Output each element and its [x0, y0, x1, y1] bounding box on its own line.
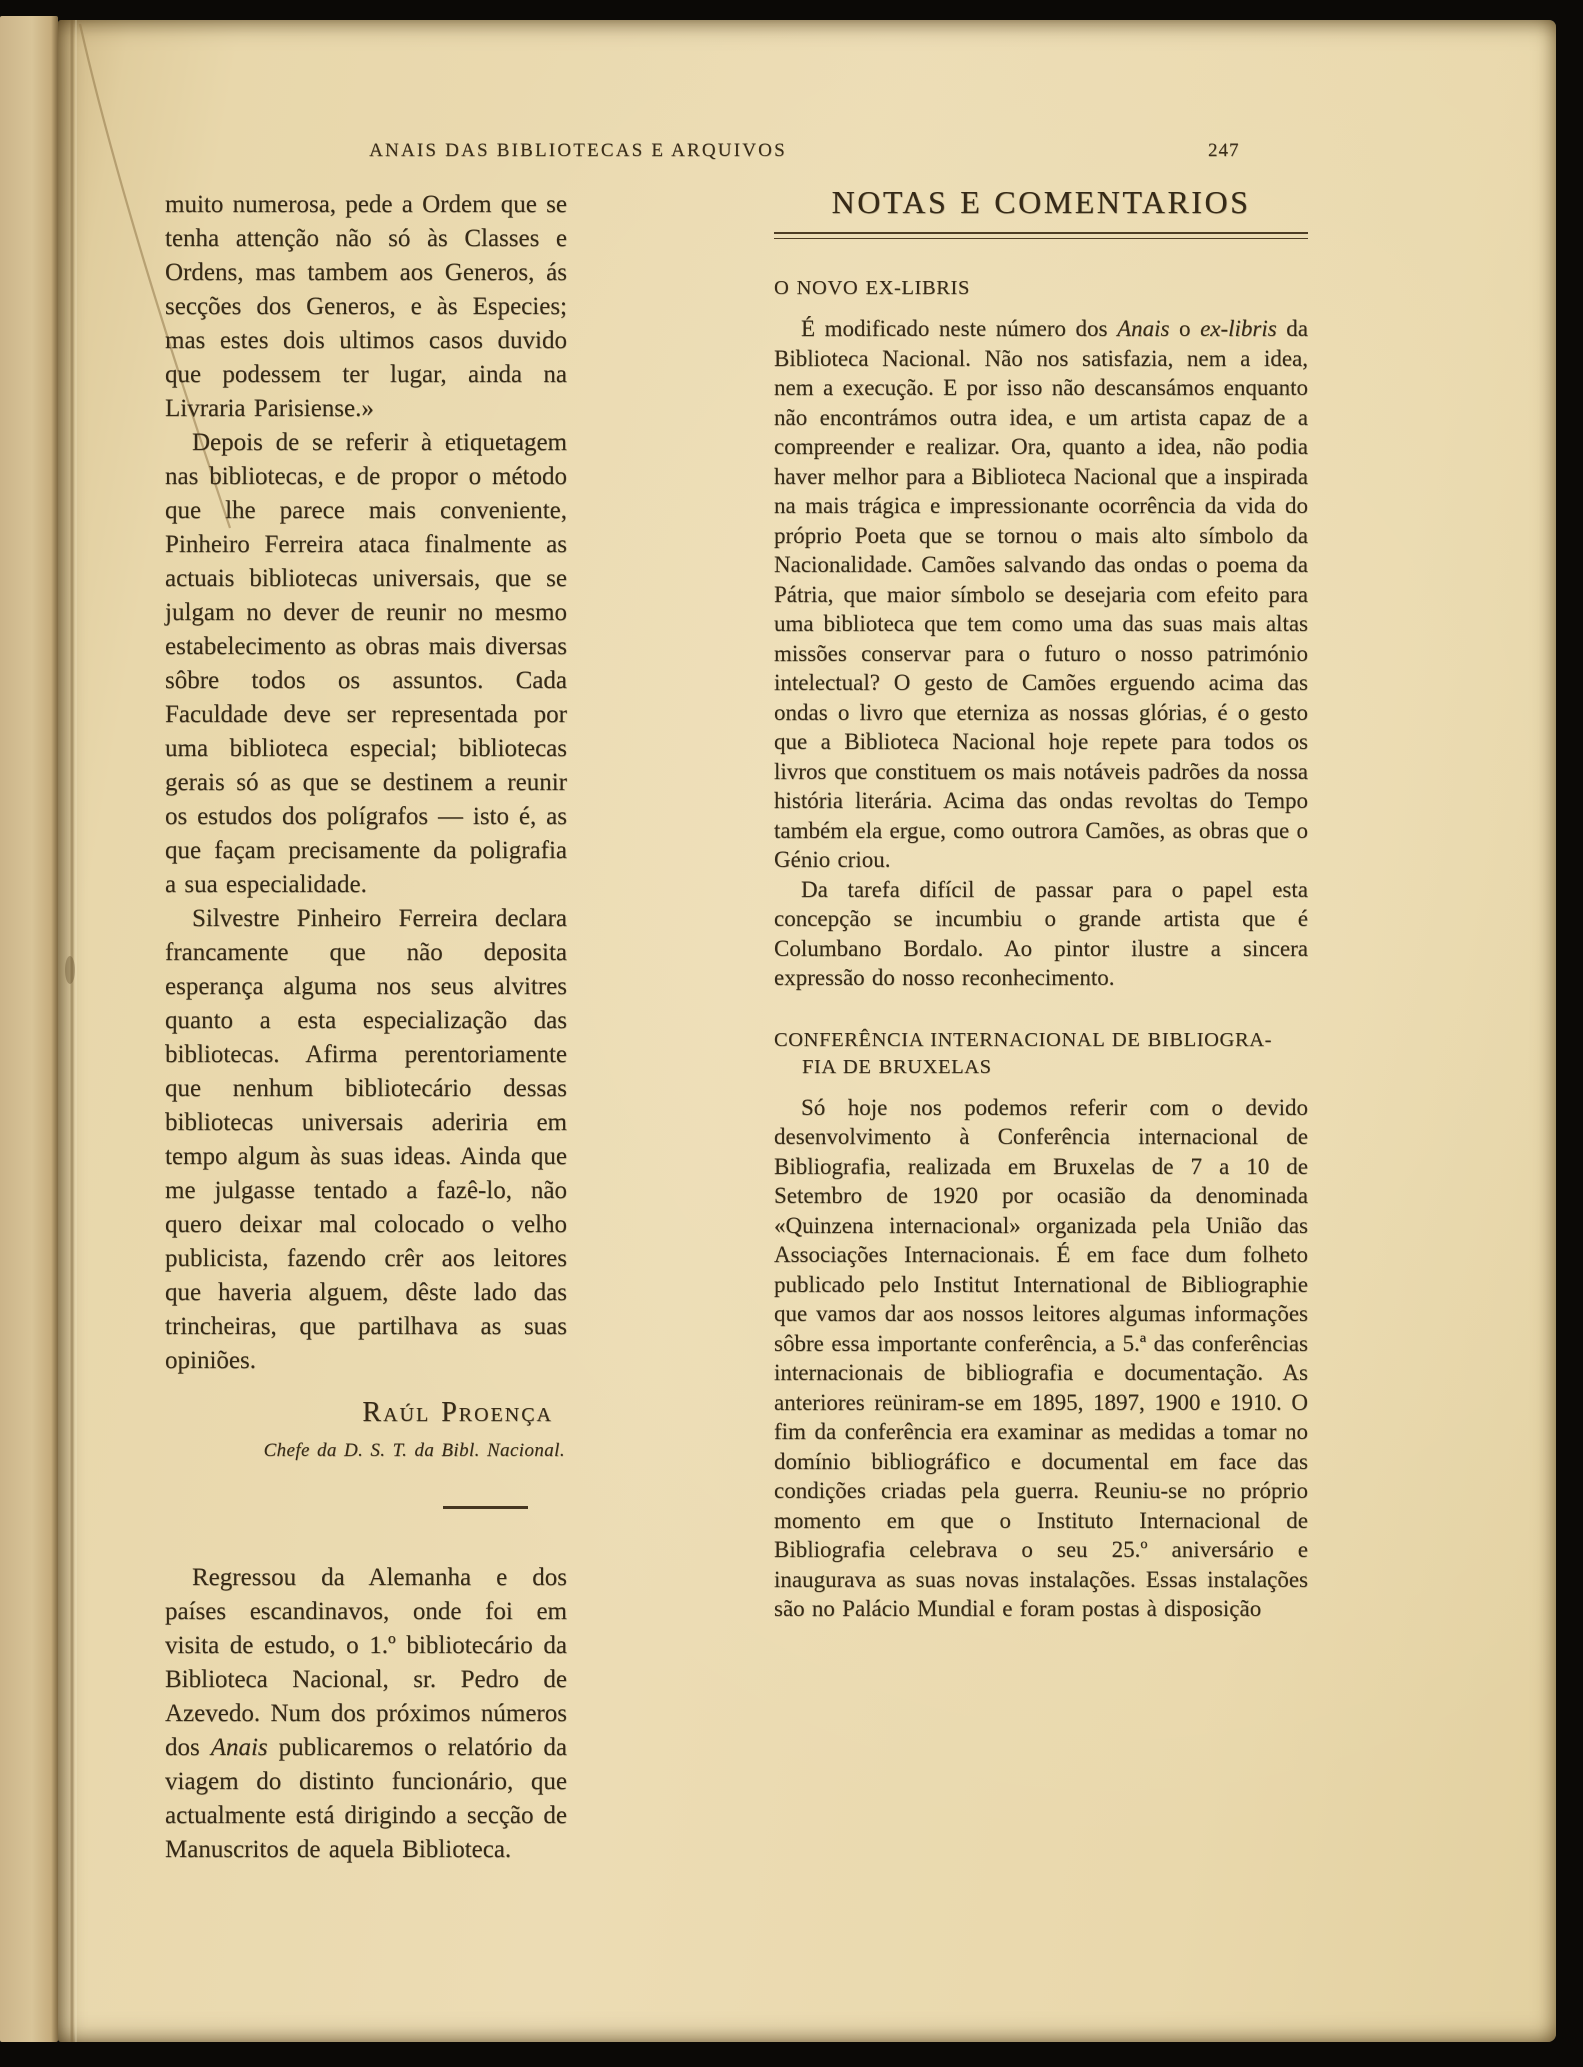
italic-text-run: Anais [210, 1734, 268, 1761]
title-rule [774, 232, 1308, 239]
text-run: o [1169, 316, 1201, 341]
heading-line: FIA DE BRUXELAS [802, 1055, 992, 1078]
paragraph [774, 875, 1308, 993]
text-run: da Biblioteca Nacional. Não nos satisfazia, nem a idea, nem a execução. E por isso não descansámos enquanto não encontrámos outra idea, e um artista capaz de a compreender e realizar. Ora, quanto a idea, não podia haver melhor para a Biblioteca Nacional que a inspirada na mais trágica e impressionante ocorrência da vida do próprio Poeta que se tornou o mais alto símbolo da Nacionalidade. Camões salvando das ondas o poema da Pátria, que maior símbolo se desejaria com efeito para uma biblioteca que tem como uma das suas mais altas missões conservar para o futuro o nosso património intelectual? O gesto de Camões erguendo acima das ondas o livro que eterniza as nossas glórias, é o gesto que a Biblioteca Nacional hoje repete para todos os livros que constituem os mais notáveis padrões da nossa história literária. Acima das ondas revoltas do Tempo também ela ergue, como outrora Camões, as obras que o Génio criou. [774, 316, 1309, 872]
running-head: ANAIS DAS BIBLIOTECAS E ARQUIVOS [369, 140, 787, 161]
text-run: Depois de se referir à etiquetagem nas bibliotecas, e de propor o método que lhe parece mais conveniente, Pinheiro Ferreira ataca finalmente as actuais bibliotecas universais, que se julgam no dever de reunir no mesmo estabelecimento as obras mais diversas sôbre todos os assuntos. Cada Faculdade deve ser representada por uma biblioteca especial; bibliotecas gerais só as que se destinem a reunir os estudos dos polígrafos — isto é, as que façam precisamente da poligrafia a sua especialidade. [165, 429, 567, 898]
italic-text-run: Anais [1117, 316, 1170, 341]
signature-name: Raúl Proença [362, 1397, 553, 1428]
paragraph [774, 314, 1308, 875]
separator-rule [443, 1506, 528, 1509]
subsection-heading [774, 1027, 1308, 1081]
text-run: publicaremos o relatório da viagem do distinto funcionário, que actualmente está dirigindo a secção de Manuscritos de aquela Biblioteca. [165, 1734, 567, 1863]
section-title [774, 182, 1308, 239]
paragraph [165, 426, 567, 902]
heading-line: O NOVO EX-LIBRIS [774, 277, 970, 299]
paragraph [774, 1093, 1308, 1624]
section-title-text: NOTAS E COMENTARIOS [831, 184, 1251, 220]
paragraph [165, 902, 567, 1378]
previous-page-edge [0, 16, 58, 2042]
text-run: Da tarefa difícil de passar para o papel esta concepção se incumbiu o grande artista que é Columbano Bordalo. Ao pintor ilustre a sincera expressão do nosso reconhecimento. [774, 876, 1308, 990]
subsection-heading [774, 275, 1308, 302]
italic-text-run: ex-libris [1200, 316, 1277, 341]
text-run: Silvestre Pinheiro Ferreira declara francamente que não deposita esperança alguma nos seus alvitres quanto a esta especialização das bibliotecas. Afirma perentoriamente que nenhum bibliotecário dessas bibliotecas universais aderiria em tempo algum às suas ideas. Ainda que me julgasse tentado a fazê-lo, não quero deixar mal colocado o velho publicista, fazendo crêr aos leitores que haveria alguem, dêste lado das trincheiras, que partilhava as suas opiniões. [165, 905, 567, 1374]
page-number: 247 [1208, 140, 1240, 161]
paragraph [165, 188, 567, 426]
text-run: Regressou da Alemanha e dos países escandinavos, onde foi em visita de estudo, o 1.º bibliotecário da Biblioteca Nacional, sr. Pedro de Azevedo. Num dos próximos números dos [165, 1564, 567, 1761]
paragraph [165, 1561, 567, 1867]
right-column [774, 182, 1308, 1624]
text-run: É modificado neste número dos [801, 316, 1118, 341]
text-run: muito numerosa, pede a Ordem que se tenha attenção não só às Classes e Ordens, mas tambem aos Generos, ás secções dos Generos, e às Especies; mas estes dois ultimos casos duvido que podessem ter lugar, ainda na Livraria Parisiense.» [165, 191, 567, 422]
book-page [58, 20, 1556, 2042]
left-column [165, 188, 567, 1867]
text-run: Só hoje nos podemos referir com o devido desenvolvimento à Conferência internacional de Bibliografia, realizada em Bruxelas de 7 a 10 de Setembro de 1920 por ocasião da denominada «Quinzena internacional» organizada pela União das Associações Internacionais. É em face dum folheto publicado pelo Institut International de Bibliographie que vamos dar aos nossos leitores algumas informações sôbre essa importante conferência, a 5.ª das conferências internacionais de bibliografia e documentação. As anteriores reüniram-se em 1895, 1897, 1900 e 1910. O fim da conferência era examinar as medidas a tomar no domínio bibliográfico e documental em face das condições criadas pela guerra. Reuniu-se no próprio momento em que o Instituto Internacional de Bibliografia celebrava o seu 25.º aniversário e inaugurava as suas novas instalações. Essas instalações são no Palácio Mundial e foram postas à disposição [774, 1094, 1308, 1621]
signature-block [165, 1396, 567, 1468]
heading-line: CONFERÊNCIA INTERNACIONAL DE BIBLIOGRA- [774, 1028, 1273, 1051]
signature-role: Chefe da D. S. T. da Bibl. Nacional. [263, 1440, 565, 1461]
